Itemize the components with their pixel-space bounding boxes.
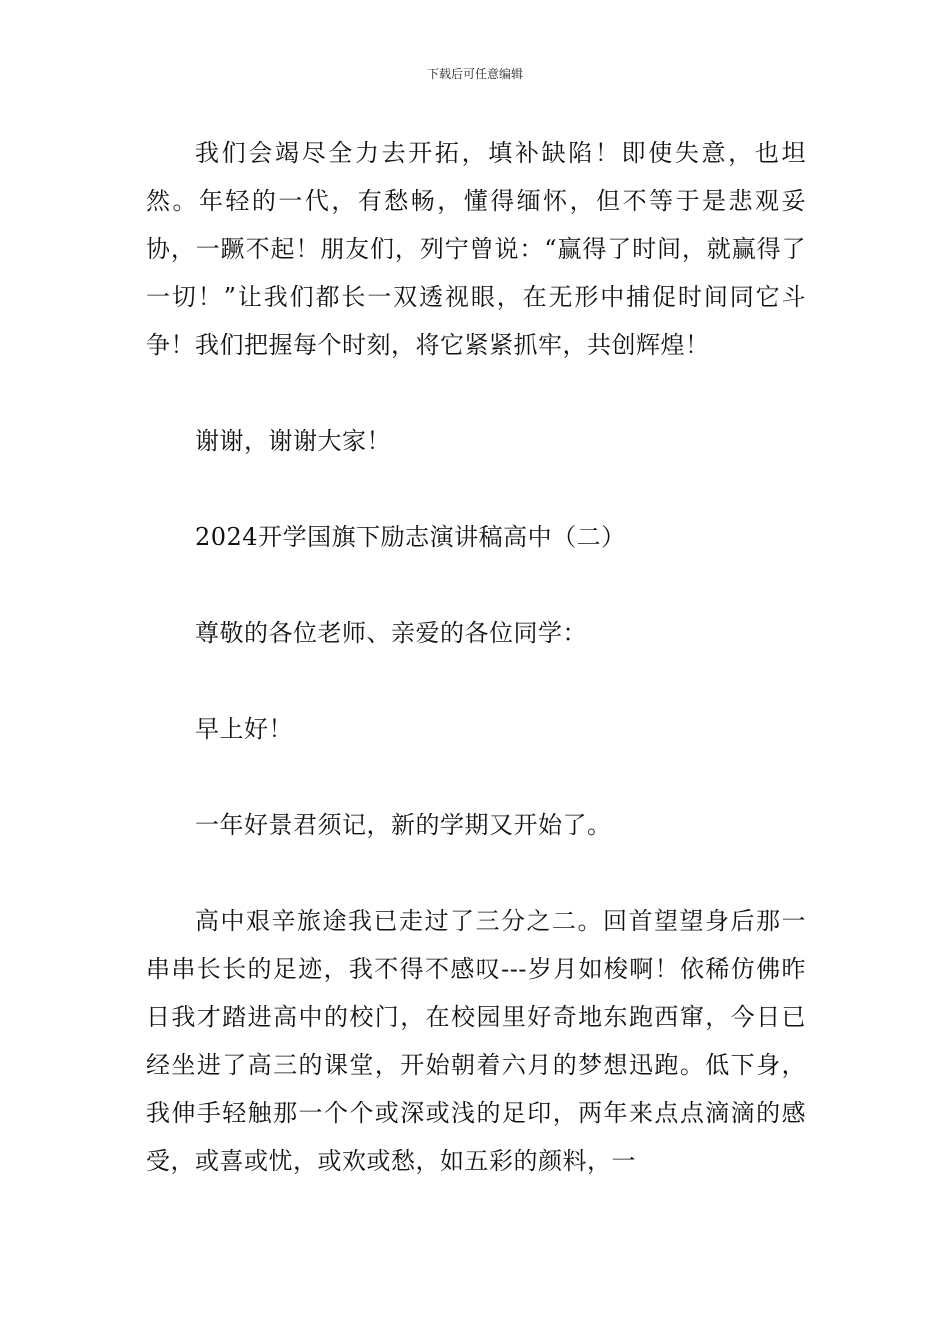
paragraph-greeting: 早上好！ [195, 715, 293, 743]
paragraph-body: 高中艰辛旅途我已走过了三分之二。回首望望身后那一串串长长的足迹，我不得不感叹---岁月如梭啊！依稀仿佛昨日我才踏进高中的校门，在校园里好奇地东跑西窜，今日已经坐进了高三的课堂，开始朝着六月的梦想迅跑。低下身，我伸手轻触那一个个或深或浅的足印，两年来点点滴滴的感受，或喜或忧，或欢或愁，如五彩的颜料，一 [146, 907, 806, 1175]
paragraph-salutation: 尊敬的各位老师、亲爱的各位同学： [195, 619, 587, 647]
page-header: 下载后可任意编辑 [426, 67, 523, 81]
document-body [146, 129, 806, 1185]
paragraph-opening-line: 一年好景君须记，新的学期又开始了。 [195, 811, 612, 839]
paragraph-thanks: 谢谢，谢谢大家！ [195, 427, 391, 455]
paragraph-closing-remarks: 我们会竭尽全力去开拓，填补缺陷！即使失意，也坦然。年轻的一代，有愁畅，懂得缅怀，但不等于是悲观妥协，一蹶不起！朋友们，列宁曾说：“赢得了时间，就赢得了一切！”让我们都长一双透视眼，在无形中捕促时间同它斗争！我们把握每个时刻，将它紧紧抓牢，共创辉煌！ [146, 139, 806, 359]
section-title: 2024开学国旗下励志演讲稿高中（二） [195, 523, 626, 551]
